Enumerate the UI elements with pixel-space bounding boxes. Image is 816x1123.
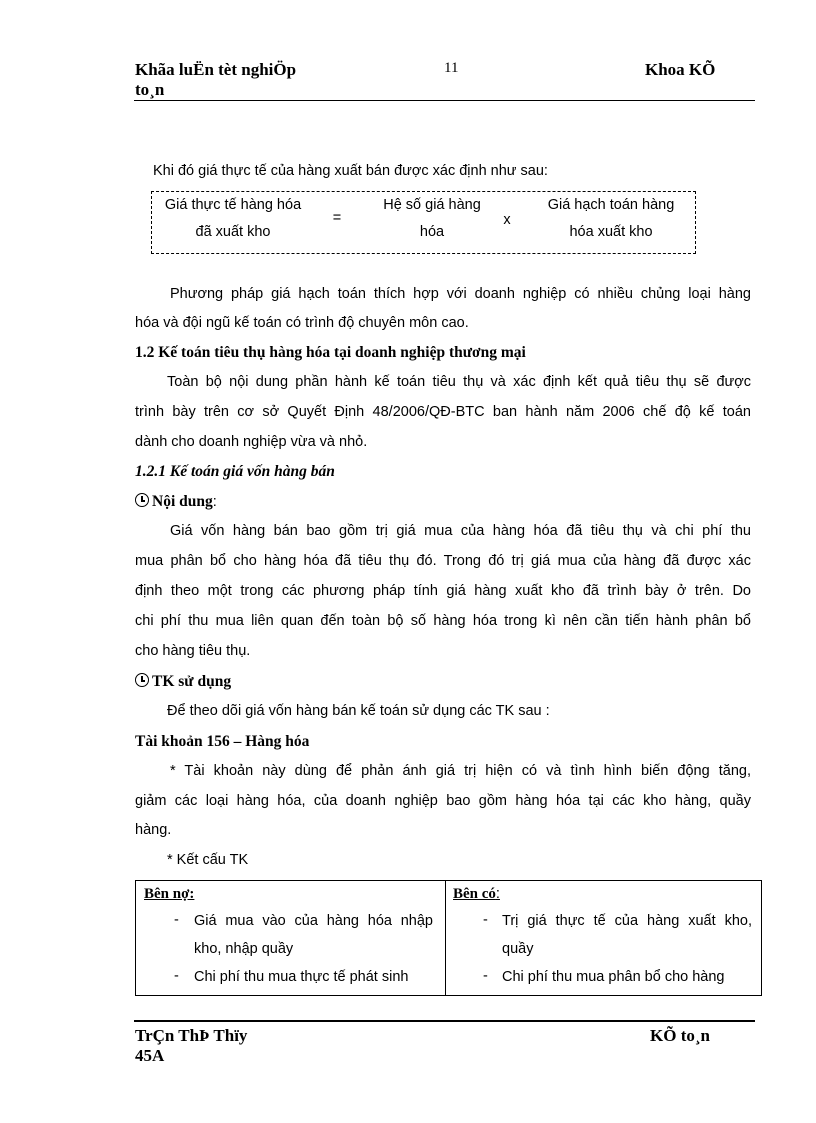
structure-label: * Kết cấu TK xyxy=(167,852,249,868)
account-heading: Tài khoản 156 – Hàng hóa xyxy=(135,733,310,750)
para5-line3: hàng. xyxy=(135,822,172,838)
header-left-line2: to¸n xyxy=(135,80,165,99)
debit-item-1-dash: - xyxy=(174,912,179,928)
account-structure-table xyxy=(135,880,762,996)
credit-heading-colon: : xyxy=(495,886,500,902)
credit-item-1-line1: Trị giá thực tế của hàng xuất kho, xyxy=(502,913,752,929)
formula-term-c-line2: hóa xuất kho xyxy=(569,224,653,240)
header-left-line1: Khãa luËn tèt nghiÖp xyxy=(135,60,297,79)
formula-term-a-line2: đã xuất kho xyxy=(195,224,271,240)
clock-icon xyxy=(135,673,149,687)
credit-heading xyxy=(453,886,500,903)
debit-item-1-line2: kho, nhập quầy xyxy=(194,941,294,957)
credit-heading-label: Bên có xyxy=(453,886,496,902)
section-heading-1-2: 1.2 Kế toán tiêu thụ hàng hóa tại doanh nghiệp thương mại xyxy=(135,344,526,361)
para5-line2: giảm các loại hàng hóa, của doanh nghiệp bao gồm hàng hóa tại các kho hàng, quầy xyxy=(135,793,751,809)
section-heading-1-2-1: 1.2.1 Kế toán giá vốn hàng bán xyxy=(135,463,335,480)
formula-term-b-line2: hóa xyxy=(419,224,445,240)
subheading-content-colon: : xyxy=(212,494,217,510)
formula-equals: = xyxy=(332,210,342,226)
para3-line4: chi phí thu mua liên quan đến toàn bộ số hàng hóa trong kì nên cần tiến hành phân bổ xyxy=(135,613,751,629)
page-number: 11 xyxy=(444,60,459,76)
para3-line5: cho hàng tiêu thụ. xyxy=(135,643,251,659)
formula-term-c-line1: Giá hạch toán hàng xyxy=(547,197,675,213)
subheading-content xyxy=(135,493,217,511)
formula-term-a-line1: Giá thực tế hàng hóa xyxy=(164,197,302,213)
para1-line2: hóa và đội ngũ kế toán có trình độ chuyên môn cao. xyxy=(135,315,469,331)
debit-column xyxy=(136,881,445,995)
subheading-accounts-label: TK sử dụng xyxy=(152,673,232,690)
subheading-accounts xyxy=(135,673,231,691)
para4: Để theo dõi giá vốn hàng bán kế toán sử dụng các TK sau : xyxy=(167,703,550,719)
para3-line3: định theo một trong các phương pháp tính giá hàng xuất kho đã trình bày ở trên. Do xyxy=(135,583,751,599)
footer-right: KÕ to¸n xyxy=(650,1026,710,1045)
debit-item-1-line1: Giá mua vào của hàng hóa nhập xyxy=(194,913,433,929)
debit-item-2-dash: - xyxy=(174,968,179,984)
formula-multiply: x xyxy=(503,212,511,228)
para3-line2: mua phân bổ cho hàng hóa đã tiêu thụ đó. Trong đó trị giá mua của hàng đã được xác xyxy=(135,553,751,569)
footer-rule xyxy=(134,1020,755,1022)
header-right: Khoa KÕ xyxy=(645,60,716,79)
clock-icon xyxy=(135,493,149,507)
para1-line1: Phương pháp giá hạch toán thích hợp với doanh nghiệp có nhiều chủng loại hàng xyxy=(170,286,751,302)
intro-text: Khi đó giá thực tế của hàng xuất bán được xác định như sau: xyxy=(153,163,548,179)
credit-item-2-line1: Chi phí thu mua phân bổ cho hàng xyxy=(502,969,725,985)
para2-line1: Toàn bộ nội dung phần hành kế toán tiêu thụ và xác định kết quả tiêu thụ sẽ được xyxy=(167,374,751,390)
formula-term-b-line1: Hệ số giá hàng xyxy=(383,197,481,213)
debit-heading: Bên nợ: xyxy=(144,886,195,902)
para5-line1: * Tài khoản này dùng để phản ánh giá trị hiện có và tình hình biến động tăng, xyxy=(170,763,751,779)
header-rule xyxy=(134,100,755,101)
credit-item-2-dash: - xyxy=(483,968,488,984)
footer-left-line2: 45A xyxy=(135,1046,165,1065)
footer-left-line1: TrÇn ThÞ Thïy xyxy=(135,1026,248,1045)
credit-item-1-line2: quầy xyxy=(502,941,534,957)
para2-line3: dành cho doanh nghiệp vừa và nhỏ. xyxy=(135,434,368,450)
para3-line1: Giá vốn hàng bán bao gồm trị giá mua của hàng hóa đã tiêu thụ và chi phí thu xyxy=(170,523,751,539)
subheading-content-label: Nội dung xyxy=(152,493,213,510)
credit-column xyxy=(446,881,761,995)
para2-line2: trình bày trên cơ sở Quyết Định 48/2006/QĐ-BTC ban hành năm 2006 chế độ kế toán xyxy=(135,404,751,420)
credit-item-1-dash: - xyxy=(483,912,488,928)
debit-item-2-line1: Chi phí thu mua thực tế phát sinh xyxy=(194,969,409,985)
formula-box xyxy=(151,191,696,254)
